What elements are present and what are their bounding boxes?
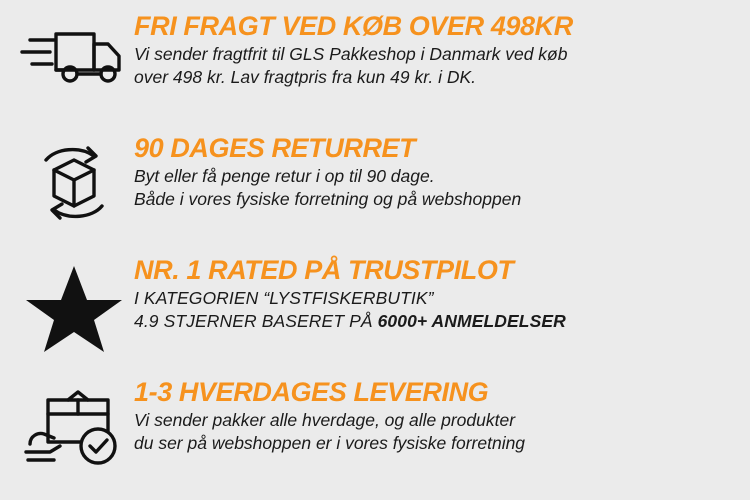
- usp-line: Både i vores fysiske forretning og på webshoppen: [134, 189, 522, 210]
- usp-item-trustpilot: [0, 252, 750, 374]
- usp-line: Vi sender pakker alle hverdage, og alle produkter: [134, 410, 516, 431]
- return-box-icon: [14, 130, 134, 232]
- usp-line: Byt eller få penge retur i op til 90 dage.: [134, 166, 435, 187]
- usp-rating-prefix: 4.9 STJERNER BASERET PÅ: [134, 311, 378, 332]
- usp-line: I KATEGORIEN “LYSTFISKERBUTIK”: [134, 288, 434, 309]
- usp-text-returns: [134, 130, 740, 212]
- usp-line: Vi sender fragtfrit til GLS Pakkeshop i Danmark ved køb: [134, 44, 568, 65]
- star-icon: [14, 252, 134, 354]
- usp-rating-highlight: 6000+ ANMELDELSER: [377, 311, 566, 332]
- usp-item-delivery-time: [0, 374, 750, 496]
- usp-text-delivery-time: [134, 374, 740, 456]
- hand-parcel-check-icon: [14, 374, 134, 472]
- usp-text-free-shipping: [134, 8, 740, 90]
- delivery-truck-icon: [14, 8, 134, 92]
- usp-item-returns: [0, 130, 750, 252]
- usp-line: over 498 kr. Lav fragtpris fra kun 49 kr. i DK.: [134, 67, 477, 88]
- usp-title: 1-3 HVERDAGES LEVERING: [134, 377, 489, 407]
- usp-line: du ser på webshoppen er i vores fysiske forretning: [134, 433, 526, 454]
- usp-text-trustpilot: [134, 252, 740, 334]
- usp-title: 90 DAGES RETURRET: [134, 133, 416, 163]
- usp-title: NR. 1 RATED PÅ TRUSTPILOT: [134, 255, 514, 285]
- usp-title: FRI FRAGT VED KØB OVER 498KR: [134, 11, 573, 41]
- usp-item-free-shipping: [0, 8, 750, 130]
- usp-rating-line: [134, 310, 740, 333]
